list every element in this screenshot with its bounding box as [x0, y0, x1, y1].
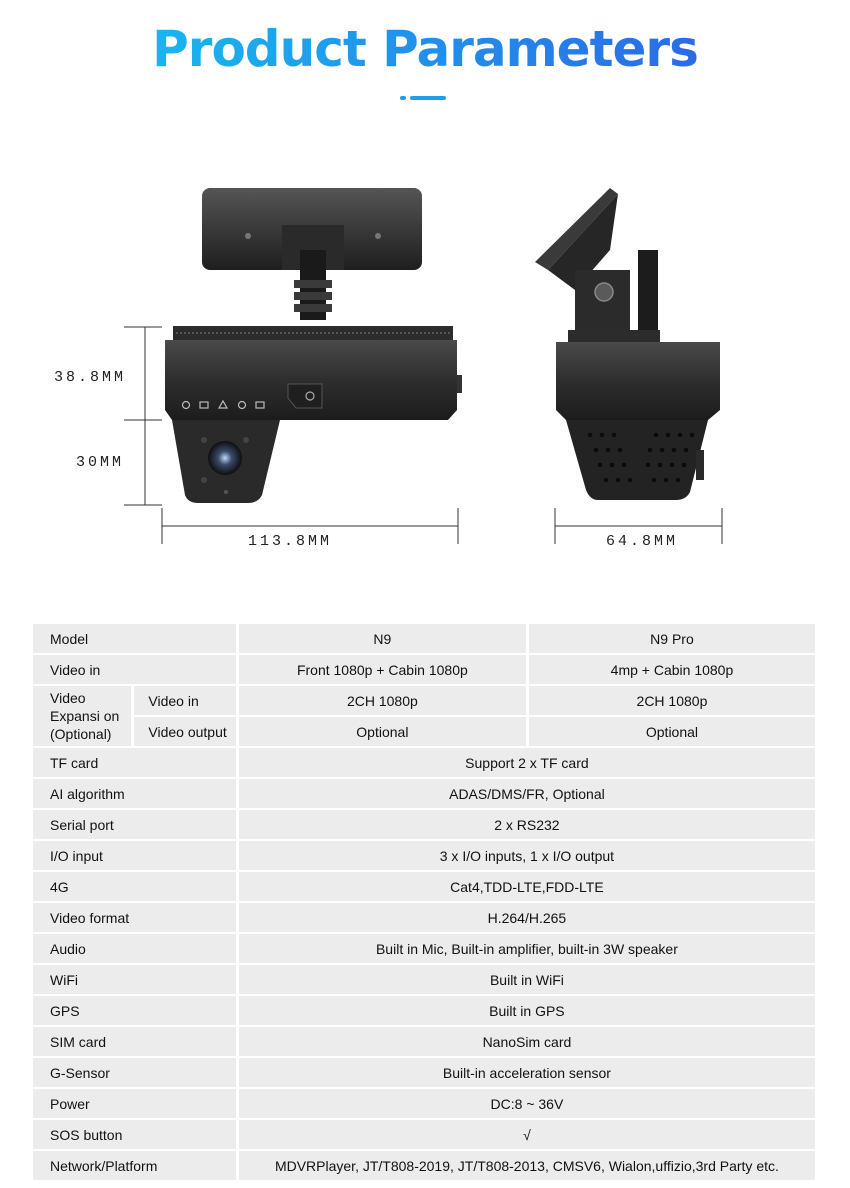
table-row — [33, 841, 815, 870]
spec-table — [30, 622, 818, 1182]
row-value: 2CH 1080p — [239, 686, 526, 715]
dim-width-front: 113.8MM — [248, 533, 333, 550]
row-label: Model — [33, 624, 236, 653]
hinge-bolt — [595, 283, 613, 301]
row-value: Support 2 x TF card — [239, 748, 815, 777]
table-row — [33, 934, 815, 963]
side-view — [535, 188, 720, 500]
table-row — [33, 1058, 815, 1087]
table-row — [33, 903, 815, 932]
front-view — [165, 188, 462, 503]
row-label: GPS — [33, 996, 236, 1025]
row-label: TF card — [33, 748, 236, 777]
row-label: Serial port — [33, 810, 236, 839]
device-illustration — [0, 170, 850, 570]
table-row — [33, 686, 815, 715]
speaker-grill — [566, 420, 708, 500]
row-label: Audio — [33, 934, 236, 963]
row-label: SOS button — [33, 1120, 236, 1149]
table-row — [33, 996, 815, 1025]
row-label: SIM card — [33, 1027, 236, 1056]
cable — [638, 250, 658, 332]
table-row — [33, 779, 815, 808]
row-label: 4G — [33, 872, 236, 901]
row-value: DC:8 ~ 36V — [239, 1089, 815, 1118]
row-value: Front 1080p + Cabin 1080p — [239, 655, 526, 684]
row-label: AI algorithm — [33, 779, 236, 808]
table-row — [33, 1151, 815, 1180]
row-label: Video in — [33, 655, 236, 684]
row-value: Optional — [239, 717, 526, 746]
row-value: H.264/H.265 — [239, 903, 815, 932]
dim-width-side: 64.8MM — [606, 533, 679, 550]
table-row — [33, 965, 815, 994]
row-label: G-Sensor — [33, 1058, 236, 1087]
dim-height-camera: 30MM — [76, 454, 125, 471]
row-value: Built-in acceleration sensor — [239, 1058, 815, 1087]
plate-screw — [245, 233, 251, 239]
table-row — [33, 1027, 815, 1056]
page-title-text: Product Parameters — [152, 20, 698, 78]
row-value: Cat4,TDD-LTE,FDD-LTE — [239, 872, 815, 901]
row-value: ADAS/DMS/FR, Optional — [239, 779, 815, 808]
row-label: I/O input — [33, 841, 236, 870]
table-row — [33, 872, 815, 901]
dim-height-main: 38.8MM — [54, 369, 127, 386]
sos-button — [288, 384, 322, 408]
table-row — [33, 810, 815, 839]
row-value: Built in GPS — [239, 996, 815, 1025]
table-row — [33, 748, 815, 777]
row-value: 2 x RS232 — [239, 810, 815, 839]
model-n9: N9 — [239, 624, 526, 653]
row-label: Video Expansi on (Optional) — [33, 686, 131, 746]
sub-label: Video in — [134, 686, 235, 715]
table-row — [33, 624, 815, 653]
row-label: Video format — [33, 903, 236, 932]
row-value: 4mp + Cabin 1080p — [529, 655, 815, 684]
row-label: Network/Platform — [33, 1151, 236, 1180]
model-n9-pro: N9 Pro — [529, 624, 815, 653]
row-value: 3 x I/O inputs, 1 x I/O output — [239, 841, 815, 870]
row-value: √ — [239, 1120, 815, 1149]
side-body — [556, 342, 720, 420]
row-value: MDVRPlayer, JT/T808-2019, JT/T808-2013, CMSV6, Wialon,uffizio,3rd Party etc. — [239, 1151, 815, 1180]
row-value: Built in Mic, Built-in amplifier, built-in 3W speaker — [239, 934, 815, 963]
table-row — [33, 1089, 815, 1118]
row-value: Optional — [529, 717, 815, 746]
row-value: 2CH 1080p — [529, 686, 815, 715]
row-value: Built in WiFi — [239, 965, 815, 994]
row-value: NanoSim card — [239, 1027, 815, 1056]
title-underline-bar — [410, 96, 446, 100]
plate-screw — [375, 233, 381, 239]
title-underline-dot — [400, 96, 406, 100]
table-row — [33, 1120, 815, 1149]
table-row — [33, 655, 815, 684]
camera-lens — [208, 441, 242, 475]
sub-label: Video output — [134, 717, 235, 746]
table-row — [33, 717, 815, 746]
row-label: WiFi — [33, 965, 236, 994]
row-label: Power — [33, 1089, 236, 1118]
page-title — [0, 14, 850, 84]
